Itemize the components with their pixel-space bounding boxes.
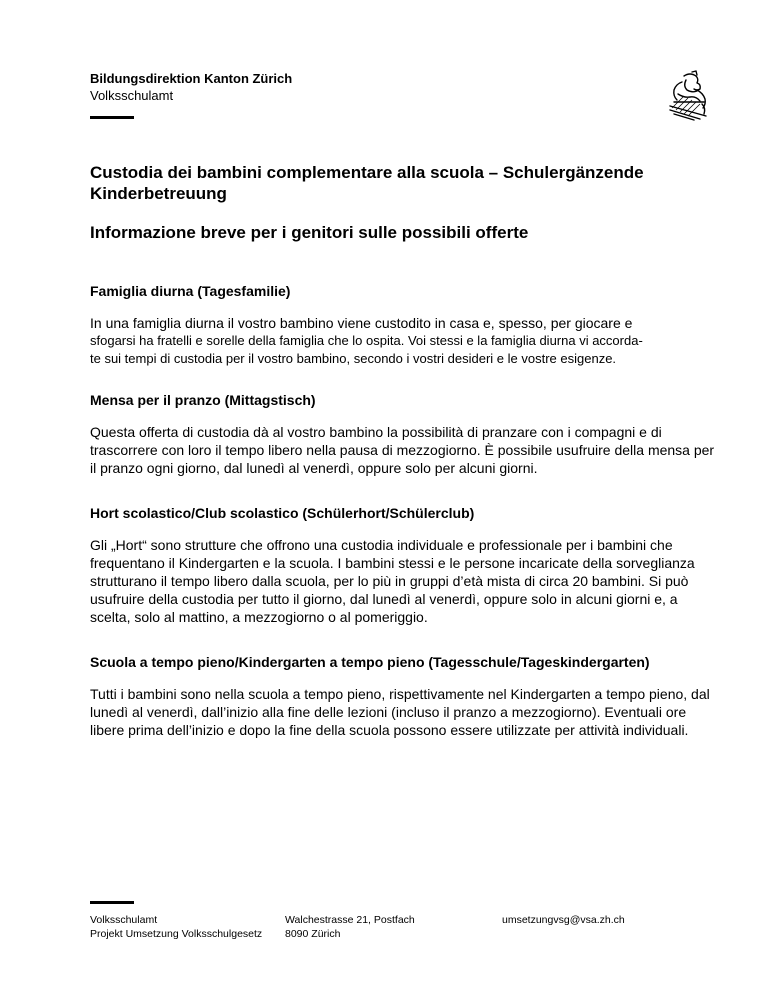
section-line: sfogarsi ha fratelli e sorelle della famiglia che lo ospita. Voi stessi e la famiglia diurna vi accorda- — [90, 333, 643, 348]
section-body: Tutti i bambini sono nella scuola a tempo pieno, rispettivamente nel Kindergarten a tempo pieno, dal lunedì al venerdì, dall’inizio alla fine delle lezioni (incluso il pranzo a mezzogiorno). Eventuali ore libere prima dell’inizio e dopo la fine della scuola possono essere utilizzate per attività individuali. — [90, 686, 710, 738]
footer-city: 8090 Zürich — [285, 928, 341, 940]
document-subtitle: Informazione breve per i genitori sulle possibili offerte — [90, 223, 529, 242]
footer-contact — [502, 913, 625, 927]
section-tagesschule — [90, 653, 720, 739]
section-heading: Famiglia diurna (Tagesfamilie) — [90, 283, 291, 299]
footer-sender — [90, 913, 262, 941]
letterhead — [90, 70, 292, 104]
zurich-lion-coat-of-arms-icon — [664, 70, 714, 122]
footer-rule — [90, 901, 134, 904]
section-mensa — [90, 391, 720, 477]
section-heading: Mensa per il pranzo (Mittagstisch) — [90, 392, 316, 408]
header-rule — [90, 116, 134, 119]
document-titles — [90, 162, 710, 243]
footer-office: Volksschulamt — [90, 914, 158, 926]
footer-project: Projekt Umsetzung Volksschulgesetz — [90, 928, 263, 940]
section-heading: Scuola a tempo pieno/Kindergarten a tempo pieno (Tagesschule/Tageskindergarten) — [90, 654, 650, 670]
department-name: Volksschulamt — [90, 88, 174, 103]
document-title: Custodia dei bambini complementare alla scuola – Schulergänzende Kinderbetreuung — [90, 163, 644, 203]
section-line: In una famiglia diurna il vostro bambino viene custodito in casa e, spesso, per giocare e — [90, 315, 633, 331]
section-famiglia-diurna — [90, 282, 720, 368]
section-body: Questa offerta di custodia dà al vostro bambino la possibilità di pranzare con i compagni e di trascorrere con loro il tempo libero nella pausa di mezzogiorno. È possibile usufruire della mensa per il pranzo ogni giorno, dal lunedì al venerdì, oppure solo per alcuni giorni. — [90, 424, 715, 476]
section-body: Gli „Hort“ sono strutture che offrono una custodia individuale e professionale per i bambini che frequentano il Kindergarten e la scuola. I bambini stessi e le persone incaricate della sorveglianza strutturano il tempo libero dalla scuola, per lo più in gruppi d’età mista di circa 20 bambini. Si può usufruire della custodia per tutto il giorno, dal lunedì al venerdì, oppure solo in alcuni giorni e, a scelta, solo al mattino, a mezzogiorno o al pomeriggio. — [90, 537, 695, 625]
footer-street: Walchestrasse 21, Postfach — [285, 914, 415, 926]
organization-name: Bildungsdirektion Kanton Zürich — [90, 71, 293, 86]
footer-email[interactable]: umsetzungvsg@vsa.zh.ch — [502, 914, 625, 926]
footer-address — [285, 913, 415, 941]
section-hort — [90, 504, 720, 626]
section-line: te sui tempi di custodia per il vostro bambino, secondo i vostri desideri e le vostre esigenze. — [90, 351, 617, 366]
section-heading: Hort scolastico/Club scolastico (Schülerhort/Schülerclub) — [90, 505, 475, 521]
